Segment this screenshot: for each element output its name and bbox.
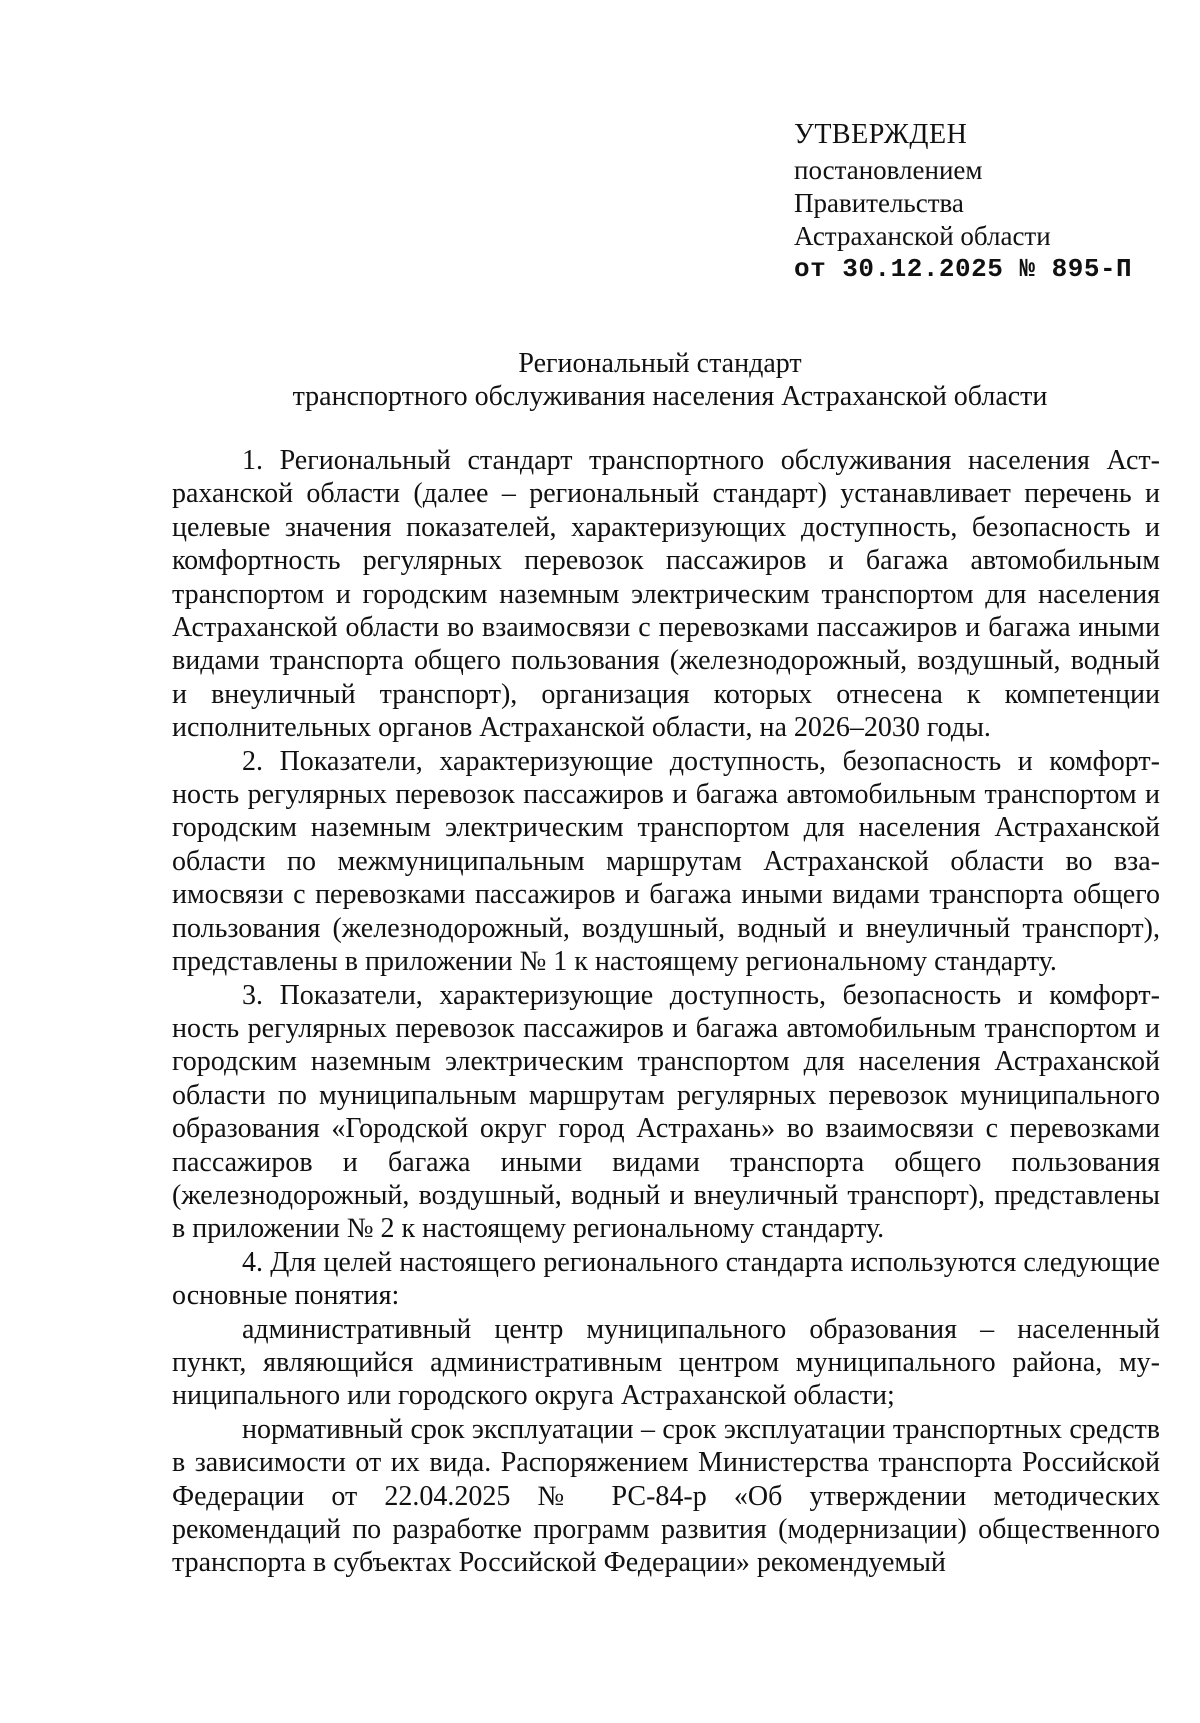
title-line-2: транспортного обслуживания населения Астраханской области: [292, 381, 1048, 412]
paragraph-2: 2. Показатели, характеризующие доступность, безопасность и комфортность регулярных перевозок пассажиров и багажа автомобильным транспортом и городским наземным электрическим транспортом для населения Астраханской области по межмуниципальным маршрутам Астраханской области во взаимосвязи с перевозками пассажиров и багажа иными видами транспорта общего пользования (железнодорожный, воздушный, водный и внеуличный транспорт), представлены в приложении № 1 к настоящему региональному стандарту.: [172, 745, 1160, 978]
document-title: [170, 347, 1170, 413]
definition-admin-center: административный центр муниципального образования – населенный пункт, являющийся административным центром муниципального района, муниципального или городского округа Астраханской области;: [172, 1313, 1160, 1412]
paragraph-3: 3. Показатели, характеризующие доступность, безопасность и комфортность регулярных перевозок пассажиров и багажа автомобильным транспортом и городским наземным электрическим транспортом для населения Астраханской области по муниципальным маршрутам регулярных перевозок муниципального образования «Городской округ город Астрахань» во взаимосвязи с перевозками пассажиров и багажа иными видами транспорта общего пользования (железнодорожный, воздушный, водный и внеуличный транспорт), представлены в приложении № 2 к настоящему региональному стандарту.: [172, 979, 1160, 1245]
paragraph-1: 1. Региональный стандарт транспортного обслуживания населения Астраханской области (далее – региональный стандарт) устанавливает перечень и целевые значения показателей, характеризующих доступность, безопасность и комфортность регулярных перевозок пассажиров и багажа автомобильным транспортом и городским наземным электрическим транспортом для населения Астраханской области во взаимосвязи с перевозками пассажиров и багажа иными видами транспорта общего пользования (железнодорожный, воздушный, водный и внеуличный транспорт), организация которых отнесена к компетенции исполнительных органов Астраханской области, на 2026–2030 годы.: [172, 445, 1160, 744]
document-body: [172, 444, 1160, 1580]
definition-service-life: нормативный срок эксплуатации – срок эксплуатации транспортных средств в зависимости от их вида. Распоряжением Министерства транспорта Российской Федерации от 22.04.2025 № РС-84-р «Об утверждении методических рекомендаций по разработке программ развития (модернизации) общественного транспорта в субъектах Российской Федерации» рекомендуемый: [172, 1413, 1160, 1579]
approval-line-resolution: постановлением: [794, 155, 983, 185]
approval-date-number: от 30.12.2025 № 895-П: [794, 254, 1133, 284]
paragraph-4: 4. Для целей настоящего регионального стандарта используются следующие основные понятия:: [172, 1246, 1160, 1312]
title-line-1: Региональный стандарт: [518, 348, 802, 379]
approval-line-region: Астраханской области: [794, 221, 1051, 251]
approval-heading: УТВЕРЖДЕН: [794, 119, 968, 150]
approval-line-government: Правительства: [794, 188, 964, 218]
approval-stamp: [794, 118, 1132, 286]
